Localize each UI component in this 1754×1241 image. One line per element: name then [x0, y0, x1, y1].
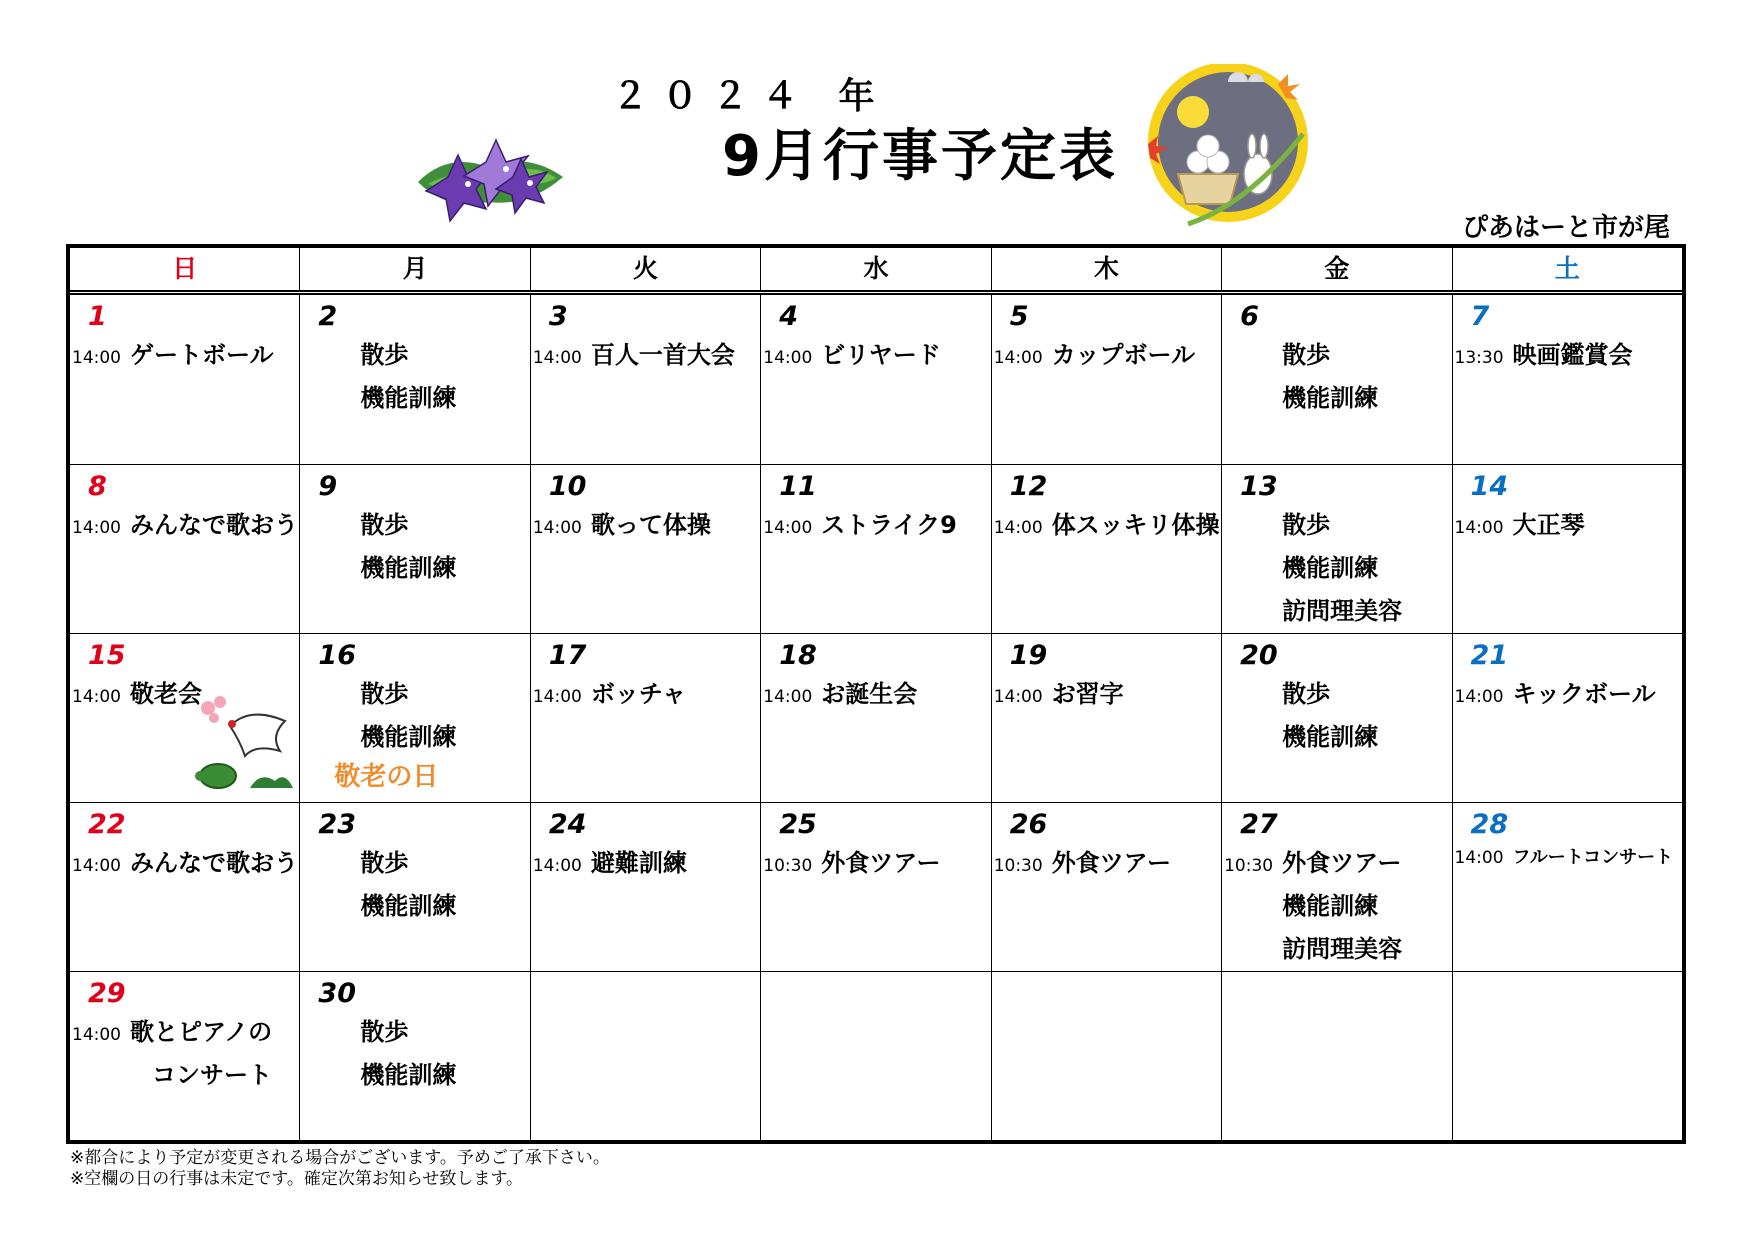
day-number: 26: [1009, 809, 1048, 840]
day-number: 16: [318, 640, 356, 671]
weekday-wednesday: 水: [761, 248, 991, 290]
day-number: 28: [1470, 809, 1509, 840]
day-number: 11: [779, 471, 817, 502]
event-label: 機能訓練: [360, 892, 457, 920]
event-entry: [992, 843, 1171, 878]
footnote: ※都合により予定が変更される場合がございます。予めご了承下さい。: [70, 1148, 610, 1168]
event-time: 14:00: [72, 518, 121, 538]
calendar-day-cell[interactable]: [992, 803, 1222, 971]
day-number: 1: [88, 301, 107, 332]
calendar-day-cell[interactable]: [992, 295, 1222, 464]
event-label: キックボール: [1512, 680, 1656, 708]
footnote: ※空欄の日の行事は未定です。確定次第お知らせ致します。: [70, 1169, 524, 1189]
event-entry: [761, 335, 941, 370]
calendar-day-cell[interactable]: [70, 972, 300, 1140]
event-time: 13:30: [1454, 348, 1504, 368]
event-entry: [992, 505, 1220, 540]
day-number: 9: [318, 471, 338, 502]
event-label: 散歩: [360, 680, 409, 708]
event-label: 機能訓練: [1282, 554, 1379, 582]
calendar-day-cell[interactable]: [761, 803, 991, 971]
moon-viewing-illustration: [1128, 64, 1318, 234]
event-label: 機能訓練: [1282, 723, 1379, 751]
calendar-week-row: [70, 802, 1682, 971]
weekday-thursday: 木: [992, 248, 1222, 290]
event-time: 10:30: [763, 856, 813, 876]
event-entry: [992, 674, 1124, 709]
calendar-day-cell[interactable]: [531, 295, 761, 464]
event-time: 14:00: [72, 856, 121, 876]
event-label: 散歩: [1282, 341, 1331, 369]
event-time: 14:00: [72, 348, 121, 368]
event-entry: [1453, 674, 1656, 709]
day-number: 29: [88, 978, 126, 1009]
day-number: 6: [1240, 301, 1259, 332]
calendar-day-cell[interactable]: [761, 295, 991, 464]
calendar-day-cell: [1222, 972, 1452, 1140]
calendar-week-row: [70, 295, 1682, 464]
event-entry: [70, 843, 298, 878]
event-label: みんなで歌おう: [130, 849, 298, 877]
event-time: 14:00: [763, 518, 813, 538]
event-entry: [1453, 843, 1674, 869]
calendar-day-cell: [531, 972, 761, 1140]
bellflower-illustration: [408, 122, 570, 224]
event-label: 機能訓練: [360, 723, 457, 751]
event-entry: [70, 335, 274, 370]
event-label: 訪問理美容: [1282, 935, 1403, 963]
event-time: 14:00: [72, 687, 121, 707]
calendar-day-cell[interactable]: [531, 634, 761, 802]
day-number: 10: [548, 471, 587, 502]
event-entry: [1222, 843, 1401, 878]
facility-name: ぴあはーと市が尾: [1462, 213, 1671, 243]
day-number: 2: [318, 301, 338, 332]
calendar-day-cell[interactable]: [300, 295, 530, 464]
event-label: 訪問理美容: [1282, 597, 1403, 625]
calendar-day-cell: [1453, 972, 1682, 1140]
event-time: 14:00: [532, 687, 582, 707]
event-entry: [1453, 505, 1585, 540]
event-label: 機能訓練: [1282, 892, 1379, 920]
event-time: 14:00: [993, 518, 1043, 538]
event-time: 14:00: [532, 518, 582, 538]
event-label: 散歩: [1282, 680, 1331, 708]
calendar-day-cell[interactable]: [1222, 295, 1452, 464]
event-label: ゲートボール: [130, 341, 274, 369]
event-label: お誕生会: [821, 680, 918, 708]
calendar-day-cell[interactable]: [1222, 465, 1452, 633]
event-label: ストライク9: [821, 511, 957, 539]
event-entry: [761, 843, 940, 878]
calendar-day-cell[interactable]: [761, 465, 991, 633]
event-entry: [531, 335, 735, 370]
calendar-table: [66, 244, 1686, 1144]
event-label: ビリヤード: [821, 341, 941, 369]
calendar-day-cell[interactable]: [70, 465, 300, 633]
event-time: 14:00: [532, 856, 582, 876]
crane-turtle-illustration: [190, 696, 295, 796]
event-entry: [761, 674, 917, 709]
event-label: 体スッキリ体操: [1051, 511, 1220, 539]
calendar-year: ２０２４ 年: [612, 76, 889, 117]
event-time: 10:30: [1224, 856, 1274, 876]
calendar-day-cell[interactable]: [300, 803, 530, 971]
day-number: 5: [1009, 301, 1029, 332]
event-entry: [531, 843, 687, 878]
event-label: 散歩: [1282, 511, 1331, 539]
event-time: 10:30: [993, 856, 1043, 876]
calendar-day-cell[interactable]: [70, 634, 300, 802]
event-entry: [992, 335, 1195, 370]
calendar-day-cell[interactable]: [1222, 803, 1452, 971]
event-label: 散歩: [360, 341, 409, 369]
day-number: 25: [779, 809, 817, 840]
calendar-day-cell: [992, 972, 1222, 1140]
event-label: 避難訓練: [590, 849, 687, 877]
day-number: 17: [548, 640, 587, 671]
day-number: 8: [88, 471, 107, 502]
event-label: みんなで歌おう: [130, 511, 298, 539]
day-number: 3: [548, 301, 568, 332]
calendar-day-cell[interactable]: [992, 634, 1222, 802]
day-number: 23: [318, 809, 356, 840]
event-entry: [70, 674, 202, 709]
event-entry: [531, 674, 686, 709]
event-entry: [1453, 335, 1633, 370]
calendar-week-row: [70, 633, 1682, 802]
day-number: 22: [88, 809, 126, 840]
calendar-day-cell[interactable]: [70, 803, 300, 971]
event-label: 大正琴: [1512, 511, 1585, 539]
calendar-day-cell[interactable]: [992, 465, 1222, 633]
weekday-saturday: 土: [1554, 254, 1580, 283]
day-number: 19: [1009, 640, 1048, 671]
event-time: 14:00: [993, 348, 1043, 368]
day-number: 30: [318, 978, 356, 1009]
calendar-week-row: [70, 971, 1682, 1140]
calendar-day-cell: [761, 972, 991, 1140]
event-time: 14:00: [993, 687, 1043, 707]
event-label: 歌って体操: [590, 511, 711, 539]
event-time: 14:00: [72, 1025, 121, 1045]
event-time: 14:00: [1454, 848, 1504, 868]
day-number: 14: [1470, 471, 1509, 502]
weekday-sunday: 日: [70, 248, 300, 290]
calendar-week-row: [70, 464, 1682, 633]
event-label: 散歩: [360, 511, 409, 539]
event-time: 14:00: [1454, 518, 1504, 538]
event-entry: [70, 505, 298, 540]
calendar-day-cell[interactable]: [1453, 634, 1682, 802]
page-title: 9月行事予定表: [722, 124, 1118, 189]
event-label: ボッチャ: [590, 680, 687, 708]
event-label: 敬老会: [130, 680, 202, 708]
calendar-day-cell[interactable]: [761, 634, 991, 802]
weekday-tuesday: 火: [531, 248, 761, 290]
event-time: 14:00: [763, 687, 813, 707]
day-number: 27: [1240, 809, 1278, 840]
weekday-monday: 月: [300, 248, 530, 290]
day-number: 12: [1009, 471, 1048, 502]
calendar-day-cell[interactable]: [70, 295, 300, 464]
day-number: 18: [779, 640, 817, 671]
calendar-day-cell[interactable]: [531, 465, 761, 633]
event-label: カップボール: [1051, 341, 1195, 369]
calendar-day-cell[interactable]: [1453, 295, 1682, 464]
event-label: 百人一首大会: [590, 341, 735, 369]
calendar-day-cell[interactable]: [300, 634, 530, 802]
event-label: 散歩: [360, 1018, 409, 1046]
day-number: 15: [88, 640, 126, 671]
event-entry: [70, 1012, 272, 1047]
footnotes: [70, 1148, 610, 1190]
event-time: 14:00: [1454, 687, 1504, 707]
event-time: 14:00: [763, 348, 813, 368]
event-entry: [531, 505, 711, 540]
weekday-friday: 金: [1222, 248, 1452, 290]
event-label: 映画鑑賞会: [1512, 341, 1633, 369]
calendar-day-cell[interactable]: [1453, 803, 1682, 971]
keiro-no-hi-badge: 敬老の日: [334, 762, 439, 792]
event-label: 機能訓練: [360, 554, 457, 582]
event-time: 14:00: [532, 348, 582, 368]
event-label: 機能訓練: [360, 1061, 457, 1089]
event-label: 外食ツアー: [1282, 849, 1402, 877]
day-number: 20: [1240, 640, 1278, 671]
day-number: 21: [1470, 640, 1509, 671]
calendar-day-cell[interactable]: [1453, 465, 1682, 633]
event-entry: [761, 505, 957, 540]
event-label: お習字: [1051, 680, 1124, 708]
calendar-day-cell[interactable]: [300, 465, 530, 633]
event-label: コンサート: [152, 1061, 272, 1089]
event-label: 外食ツアー: [1051, 849, 1171, 877]
event-label: 外食ツアー: [821, 849, 941, 877]
day-number: 24: [548, 809, 587, 840]
calendar-day-cell[interactable]: [300, 972, 530, 1140]
event-label: 歌とピアノの: [130, 1018, 273, 1046]
day-number: 4: [779, 301, 799, 332]
event-label: 機能訓練: [1282, 384, 1379, 412]
calendar-day-cell[interactable]: [531, 803, 761, 971]
day-number: 7: [1470, 301, 1490, 332]
event-label: フルートコンサート: [1512, 847, 1674, 868]
event-label: 機能訓練: [360, 384, 457, 412]
weekday-header: [70, 248, 1682, 295]
calendar-grid: [70, 295, 1682, 1140]
day-number: 13: [1240, 471, 1278, 502]
calendar-day-cell[interactable]: [1222, 634, 1452, 802]
event-label: 散歩: [360, 849, 409, 877]
